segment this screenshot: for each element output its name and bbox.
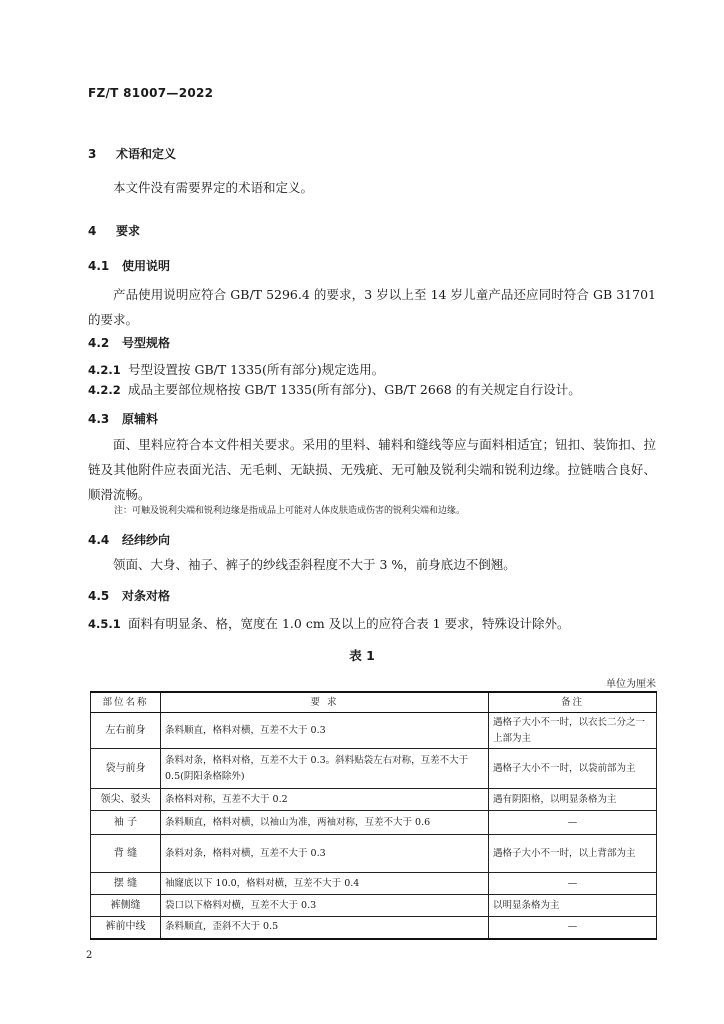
table-header-row [91,692,657,713]
section-title: 术语和定义 [116,147,177,161]
cell-requirement: 条料顺直，歪斜不大于 0.5 [161,917,489,939]
item-text: 号型设置按 GB/T 1335(所有部分)规定选用。 [128,362,385,377]
section-4-2-heading [88,334,170,351]
section-title: 对条对格 [122,589,171,603]
cell-part: 左右前身 [91,713,161,749]
item-text: 成品主要部位规格按 GB/T 1335(所有部分)、GB/T 2668 的有关规定自行设计。 [128,382,581,397]
cell-requirement: 袋口以下格料对横，互差不大于 0.3 [161,895,489,917]
section-4-4-heading [88,531,170,548]
item-4-2-2 [88,380,656,398]
cell-remark: 遇格子大小不一时，以上背部为主 [489,835,657,873]
section-number: 3 [88,147,97,161]
section-number: 4 [88,224,97,238]
cell-remark: — [489,811,657,835]
column-header-part: 部位名称 [91,692,161,713]
section-number: 4.4 [88,533,110,547]
section-title: 使用说明 [122,259,171,273]
column-header-requirement: 要 求 [161,692,489,713]
section-title: 要求 [116,224,141,238]
table-unit-note: 单位为厘米 [606,679,656,690]
cell-part: 裤前中线 [91,917,161,939]
section-number: 4.5 [88,589,110,603]
table-row [91,835,657,873]
item-number: 4.5.1 [88,617,121,631]
section-number: 4.3 [88,412,110,426]
cell-requirement: 袖窿底以下 10.0，格料对横，互差不大于 0.4 [161,873,489,895]
item-4-5-1 [88,614,656,632]
section-number: 4.2 [88,336,110,350]
item-text: 面料有明显条、格，宽度在 1.0 cm 及以上的应符合表 1 要求，特殊设计除外。 [128,616,570,631]
section-title: 经纬纱向 [122,533,171,547]
table-row [91,895,657,917]
table-title: 表 1 [349,648,375,663]
cell-part: 领尖、驳头 [91,789,161,811]
table-row [91,749,657,789]
section-title: 原辅料 [122,412,159,426]
cell-requirement: 条格料对称，互差不大于 0.2 [161,789,489,811]
cell-remark: — [489,917,657,939]
section-3-heading [88,145,176,162]
cell-remark: — [489,873,657,895]
cell-remark: 遇有阴阳格，以明显条格为主 [489,789,657,811]
cell-requirement: 条料顺直，格料对横，互差不大于 0.3 [161,713,489,749]
cell-remark: 遇格子大小不一时，以衣长二分之一上部为主 [489,713,657,749]
cell-part: 袋与前身 [91,749,161,789]
section-4-4-text: 领面、大身、袖子、裤子的纱线歪斜程度不大于 3 %，前身底边不倒翘。 [113,557,516,572]
table-row [91,811,657,835]
section-3-text: 本文件没有需要界定的术语和定义。 [113,180,314,195]
section-4-3-text: 面、里料应符合本文件相关要求。采用的里料、辅料和缝线等应与面料相适宜；钮扣、装饰扣、拉链及其他附件应表面光洁、无毛刺、无缺损、无残疵、无可触及锐利尖端和锐利边缘。拉链啮合良好、顺滑流畅。 [88,437,656,502]
cell-part: 背 缝 [91,835,161,873]
table-row [91,789,657,811]
section-4-3-heading [88,410,158,427]
item-4-2-1 [88,360,656,378]
table-row [91,713,657,749]
table-row [91,917,657,939]
section-4-3-note: 注：可触及锐利尖端和锐利边缘是指成品上可能对人体皮肤造成伤害的锐利尖端和边缘。 [114,506,466,516]
section-number: 4.1 [88,259,110,273]
standard-code-header: FZ/T 81007—2022 [88,86,214,100]
item-number: 4.2.2 [88,383,121,397]
cell-requirement: 条料对条，格料对横，互差不大于 0.3 [161,835,489,873]
cell-remark: 以明显条格为主 [489,895,657,917]
item-number: 4.2.1 [88,363,121,377]
section-4-1-heading [88,257,170,274]
section-title: 号型规格 [122,336,171,350]
cell-part: 摆 缝 [91,873,161,895]
cell-part: 裤侧缝 [91,895,161,917]
page-number: 2 [86,950,93,961]
section-4-1-text: 产品使用说明应符合 GB/T 5296.4 的要求，3 岁以上至 14 岁儿童产品还应同时符合 GB 31701 的要求。 [88,287,656,327]
section-4-heading [88,222,140,239]
cell-requirement: 条料对条，格料对格，互差不大于 0.3。斜料贴袋左右对称，互差不大于 0.5(阴阳条格除外) [161,749,489,789]
table-row [91,873,657,895]
cell-part: 袖 子 [91,811,161,835]
cell-remark: 遇格子大小不一时，以袋前部为主 [489,749,657,789]
stripe-check-alignment-table [90,691,657,940]
column-header-remark: 备注 [489,692,657,713]
section-4-5-heading [88,587,170,604]
cell-requirement: 条料顺直，格料对横，以袖山为准，两袖对称，互差不大于 0.6 [161,811,489,835]
